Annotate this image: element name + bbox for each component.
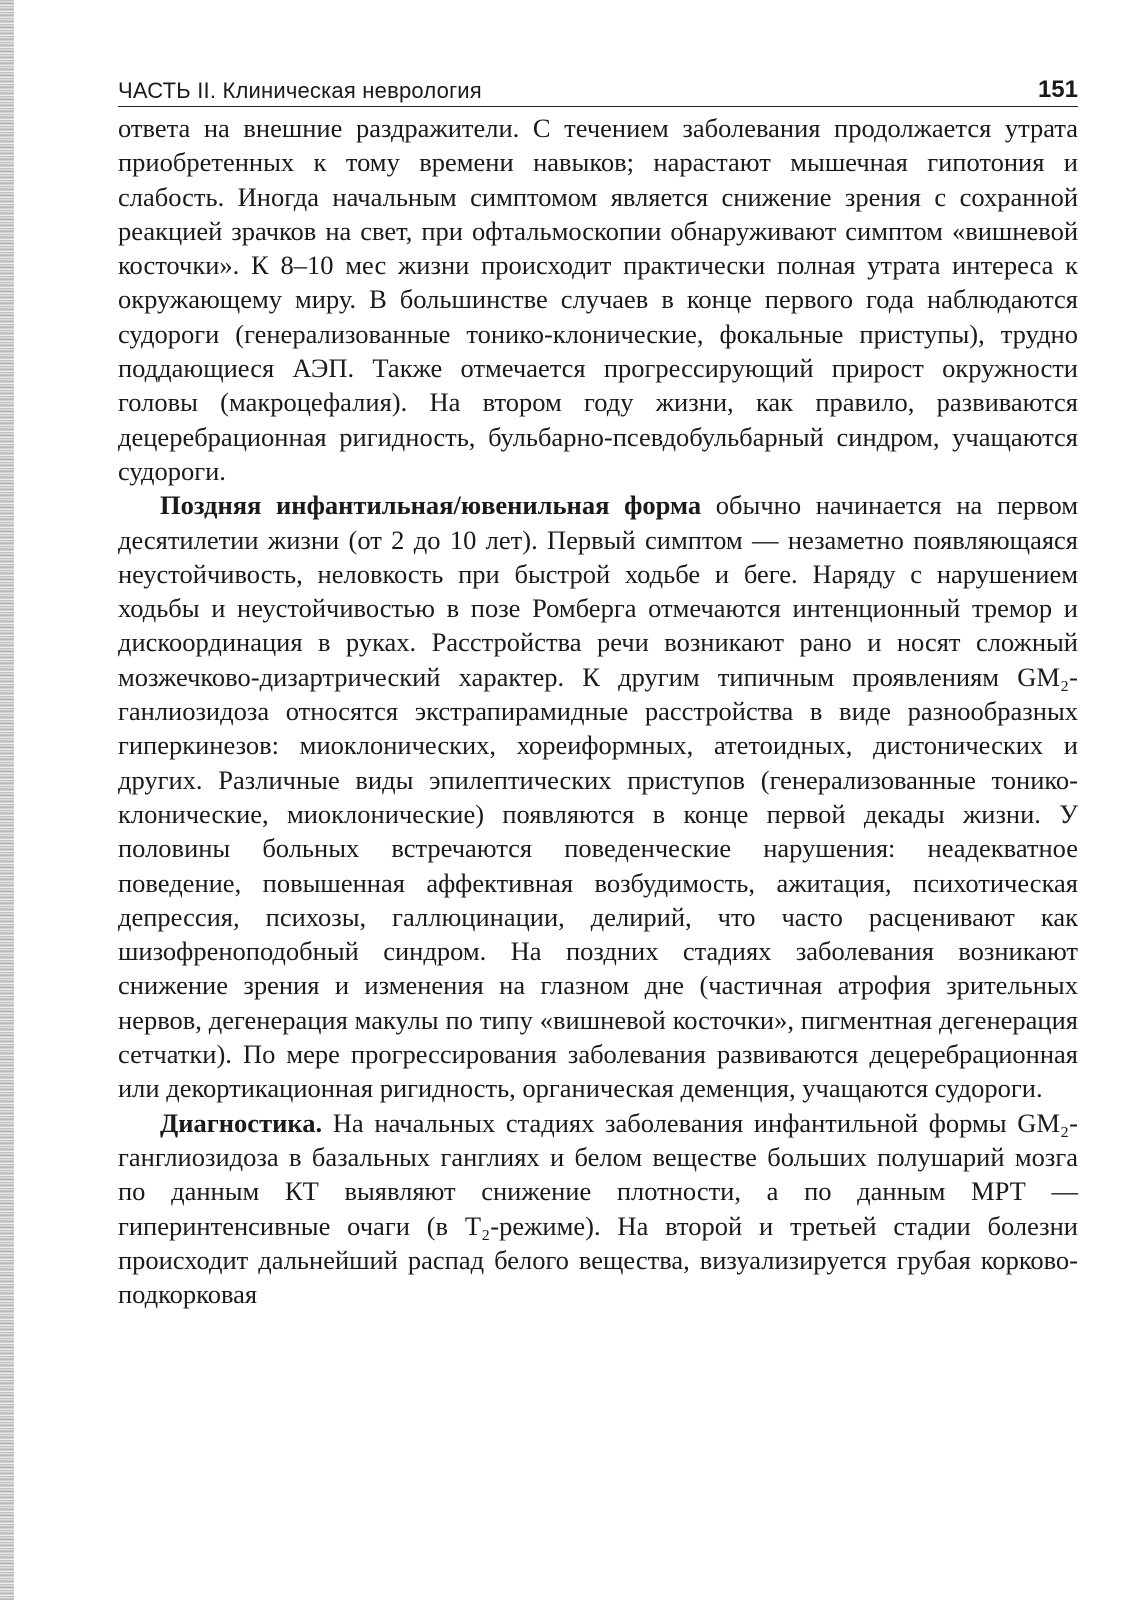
paragraph-text: обычно начинается на первом десятилетии жизни (от 2 до 10 лет). Первый симптом — незаметно появляющаяся неустойчивость, неловкость при быстрой ходьбе и беге. Наряду с нарушением ходьбы и неустойчивостью в позе Ромберга отмечаются интенционный тремор и дискоординация в руках. Расстройства речи возникают рано и носят сложный мозжечково-дизартрический характер. К другим типичным проявлениям GM₂-ганлиозидоза относятся экстрапирамидные расстройства в виде разнообразных гиперкинезов: миоклонических, хореиформных, атетоидных, дистонических и других. Различные виды эпилептических приступов (генерализованные тонико-клонические, миоклонические) появляются в конце первой декады жизни. У половины больных встречаются поведенческие нарушения: неадекватное поведение, повышенная аффективная возбудимость, ажитация, психотическая депрессия, психозы, галлюцинации, делирий, что часто расценивают как шизофреноподобный синдром. На поздних стадиях заболевания возникают снижение зрения и изменения на глазном дне (частичная атрофия зрительных нервов, дегенерация макулы по типу «вишневой косточки», пигментная дегенерация сетчатки). По мере прогрессирования заболевания развиваются децеребрационная или декортикационная ригидность, органическая деменция, учащаются судороги. — [118, 490, 1079, 1104]
section-title: ЧАСТЬ II. Клиническая неврология — [118, 78, 482, 103]
running-header — [118, 76, 1078, 107]
book-page — [118, 76, 1078, 1311]
page-number: 151 — [1037, 76, 1078, 103]
scan-edge-shadow — [0, 0, 14, 1600]
paragraph-lead-heading: Поздняя инфантильная/ювенильная форма — [160, 490, 702, 521]
paragraph — [118, 1106, 1078, 1312]
paragraph-text: На начальных стадиях заболевания инфантильной формы GM₂-ганглиозидоза в базальных ганглиях и белом веществе больших полушарий мозга по данным КТ выявляют снижение плотности, а по данным МРТ — гиперинтенсивные очаги (в T₂-режиме). На второй и третьей стадии болезни происходит дальнейший распад белого вещества, визуализируется грубая корково-подкорковая — [118, 1107, 1078, 1310]
paragraph — [118, 111, 1078, 488]
paragraph — [118, 488, 1078, 1105]
paragraph-text: ответа на внешние раздражители. С течением заболевания продолжается утрата приобретенных к тому времени навыков; нарастают мышечная гипотония и слабость. Иногда начальным симптомом является снижение зрения с сохранной реакцией зрачков на свет, при офтальмоскопии обнаруживают симптом «вишневой косточки». К 8–10 мес жизни происходит практически полная утрата интереса к окружающему миру. В большинстве случаев в конце первого года наблюдаются судороги (генерализованные тонико-клонические, фокальные приступы), трудно поддающиеся АЭП. Также отмечается прогрессирующий прирост окружности головы (макроцефалия). На втором году жизни, как правило, развиваются децеребрационная ригидность, бульбарно-псевдобульбарный синдром, учащаются судороги. — [118, 113, 1078, 486]
body-text — [118, 111, 1078, 1311]
paragraph-lead-heading: Диагностика. — [160, 1107, 323, 1138]
